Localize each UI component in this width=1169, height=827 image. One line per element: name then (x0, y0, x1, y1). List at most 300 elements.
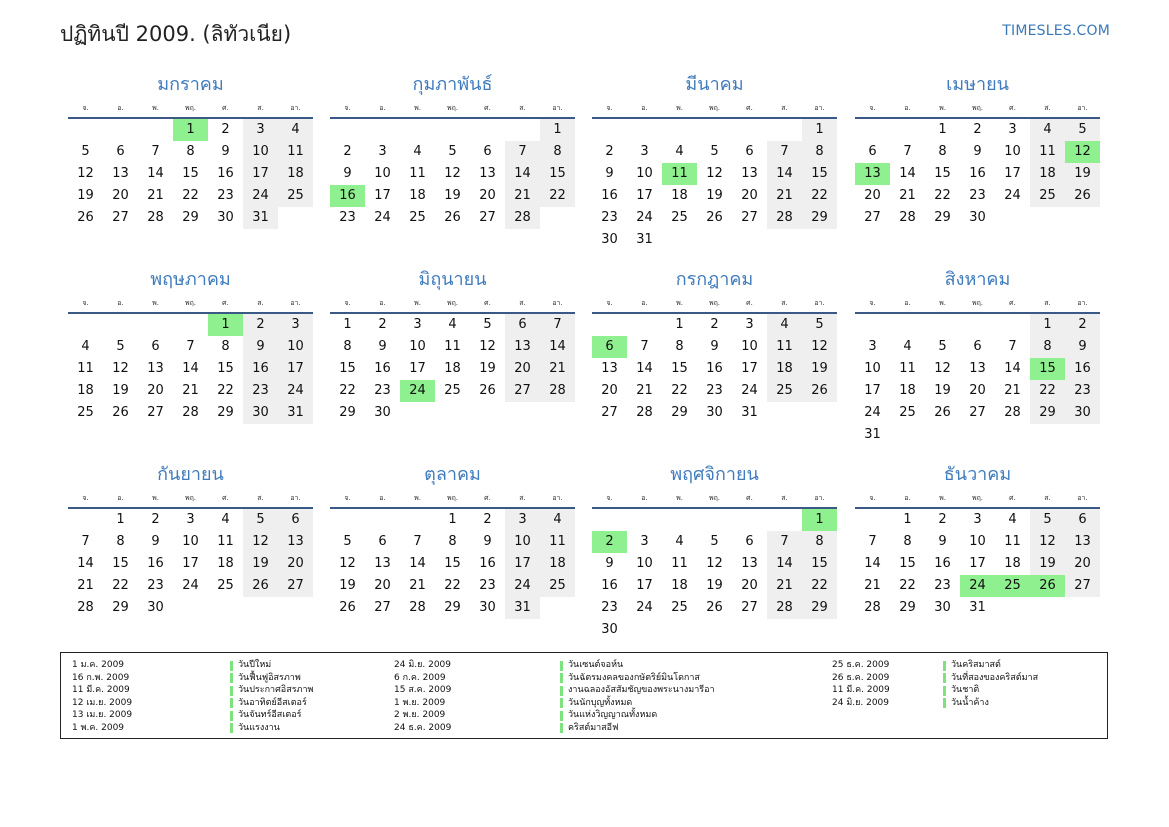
weekend-day-cell[interactable]: 26 (1065, 185, 1100, 207)
weekend-day-cell[interactable]: 2 (1065, 314, 1100, 336)
day-cell[interactable]: 11 (409, 166, 426, 181)
weekend-day-cell[interactable]: 5 (1030, 509, 1065, 531)
day-cell[interactable]: 21 (409, 578, 426, 593)
weekend-day-cell[interactable]: 19 (1030, 553, 1065, 575)
day-cell[interactable]: 19 (479, 361, 496, 376)
day-cell[interactable]: 8 (903, 534, 912, 549)
weekend-day-cell[interactable]: 19 (802, 358, 837, 380)
weekend-day-cell[interactable]: 20 (278, 553, 313, 575)
day-cell[interactable]: 7 (868, 534, 877, 549)
day-cell[interactable]: 2 (483, 512, 492, 527)
weekend-day-cell[interactable]: 12 (1030, 531, 1065, 553)
day-cell[interactable]: 9 (605, 556, 614, 571)
day-cell[interactable]: 14 (182, 361, 199, 376)
holiday-day-cell[interactable]: 11 (662, 163, 697, 185)
day-cell[interactable]: 12 (112, 361, 129, 376)
day-cell[interactable]: 20 (479, 188, 496, 203)
day-cell[interactable]: 10 (182, 534, 199, 549)
day-cell[interactable]: 29 (444, 600, 461, 615)
day-cell[interactable]: 22 (934, 188, 951, 203)
day-cell[interactable]: 29 (899, 600, 916, 615)
day-cell[interactable]: 31 (741, 405, 758, 420)
weekend-day-cell[interactable]: 8 (540, 141, 575, 163)
day-cell[interactable]: 16 (479, 556, 496, 571)
weekend-day-cell[interactable]: 6 (278, 509, 313, 531)
day-cell[interactable]: 25 (671, 210, 688, 225)
day-cell[interactable]: 3 (868, 339, 877, 354)
day-cell[interactable]: 9 (973, 144, 982, 159)
day-cell[interactable]: 10 (969, 534, 986, 549)
day-cell[interactable]: 22 (899, 578, 916, 593)
day-cell[interactable]: 2 (151, 512, 160, 527)
day-cell[interactable]: 23 (706, 383, 723, 398)
weekend-day-cell[interactable]: 24 (243, 185, 278, 207)
day-cell[interactable]: 4 (81, 339, 90, 354)
day-cell[interactable]: 15 (217, 361, 234, 376)
day-cell[interactable]: 29 (934, 210, 951, 225)
day-cell[interactable]: 26 (934, 405, 951, 420)
day-cell[interactable]: 18 (671, 578, 688, 593)
weekend-day-cell[interactable]: 14 (767, 553, 802, 575)
day-cell[interactable]: 24 (636, 600, 653, 615)
day-cell[interactable]: 6 (745, 144, 754, 159)
day-cell[interactable]: 16 (217, 166, 234, 181)
day-cell[interactable]: 13 (741, 166, 758, 181)
weekend-day-cell[interactable]: 22 (802, 575, 837, 597)
day-cell[interactable]: 27 (112, 210, 129, 225)
day-cell[interactable]: 13 (741, 556, 758, 571)
day-cell[interactable]: 27 (601, 405, 618, 420)
day-cell[interactable]: 23 (217, 188, 234, 203)
weekend-day-cell[interactable]: 10 (243, 141, 278, 163)
weekend-day-cell[interactable]: 28 (540, 380, 575, 402)
day-cell[interactable]: 1 (903, 512, 912, 527)
day-cell[interactable]: 26 (706, 210, 723, 225)
day-cell[interactable]: 6 (151, 339, 160, 354)
day-cell[interactable]: 6 (116, 144, 125, 159)
day-cell[interactable]: 8 (221, 339, 230, 354)
weekend-day-cell[interactable]: 4 (540, 509, 575, 531)
weekend-day-cell[interactable]: 8 (1030, 336, 1065, 358)
day-cell[interactable]: 29 (339, 405, 356, 420)
day-cell[interactable]: 15 (339, 361, 356, 376)
day-cell[interactable]: 6 (483, 144, 492, 159)
weekend-day-cell[interactable]: 5 (1065, 119, 1100, 141)
day-cell[interactable]: 6 (868, 144, 877, 159)
day-cell[interactable]: 19 (339, 578, 356, 593)
day-cell[interactable]: 25 (899, 405, 916, 420)
day-cell[interactable]: 3 (745, 317, 754, 332)
day-cell[interactable]: 14 (636, 361, 653, 376)
day-cell[interactable]: 29 (217, 405, 234, 420)
weekend-day-cell[interactable]: 28 (767, 207, 802, 229)
day-cell[interactable]: 4 (675, 144, 684, 159)
weekend-day-cell[interactable]: 7 (505, 141, 540, 163)
weekend-day-cell[interactable]: 11 (540, 531, 575, 553)
day-cell[interactable]: 13 (969, 361, 986, 376)
day-cell[interactable]: 18 (899, 383, 916, 398)
day-cell[interactable]: 22 (444, 578, 461, 593)
weekend-day-cell[interactable]: 29 (1030, 402, 1065, 424)
day-cell[interactable]: 11 (671, 556, 688, 571)
day-cell[interactable]: 20 (601, 383, 618, 398)
day-cell[interactable]: 17 (409, 361, 426, 376)
day-cell[interactable]: 21 (636, 383, 653, 398)
weekend-day-cell[interactable]: 30 (1065, 402, 1100, 424)
weekend-day-cell[interactable]: 18 (767, 358, 802, 380)
day-cell[interactable]: 19 (706, 578, 723, 593)
weekend-day-cell[interactable]: 7 (767, 141, 802, 163)
weekend-day-cell[interactable]: 16 (1065, 358, 1100, 380)
day-cell[interactable]: 3 (186, 512, 195, 527)
day-cell[interactable]: 12 (77, 166, 94, 181)
day-cell[interactable]: 21 (899, 188, 916, 203)
day-cell[interactable]: 19 (444, 188, 461, 203)
day-cell[interactable]: 14 (864, 556, 881, 571)
day-cell[interactable]: 30 (147, 600, 164, 615)
day-cell[interactable]: 9 (938, 534, 947, 549)
day-cell[interactable]: 3 (378, 144, 387, 159)
weekend-day-cell[interactable]: 1 (540, 119, 575, 141)
day-cell[interactable]: 10 (409, 339, 426, 354)
day-cell[interactable]: 2 (378, 317, 387, 332)
day-cell[interactable]: 23 (147, 578, 164, 593)
weekend-day-cell[interactable]: 12 (243, 531, 278, 553)
day-cell[interactable]: 2 (938, 512, 947, 527)
weekend-day-cell[interactable]: 3 (505, 509, 540, 531)
holiday-day-cell[interactable]: 1 (208, 314, 243, 336)
day-cell[interactable]: 23 (374, 383, 391, 398)
holiday-day-cell[interactable]: 1 (802, 509, 837, 531)
weekend-day-cell[interactable]: 8 (802, 531, 837, 553)
weekend-day-cell[interactable]: 18 (540, 553, 575, 575)
day-cell[interactable]: 12 (934, 361, 951, 376)
day-cell[interactable]: 13 (147, 361, 164, 376)
weekend-day-cell[interactable]: 23 (243, 380, 278, 402)
weekend-day-cell[interactable]: 17 (278, 358, 313, 380)
day-cell[interactable]: 2 (710, 317, 719, 332)
weekend-day-cell[interactable]: 4 (278, 119, 313, 141)
day-cell[interactable]: 11 (217, 534, 234, 549)
day-cell[interactable]: 15 (444, 556, 461, 571)
weekend-day-cell[interactable]: 27 (1065, 575, 1100, 597)
weekend-day-cell[interactable]: 23 (1065, 380, 1100, 402)
weekend-day-cell[interactable]: 13 (505, 336, 540, 358)
holiday-day-cell[interactable]: 26 (1030, 575, 1065, 597)
weekend-day-cell[interactable]: 26 (802, 380, 837, 402)
day-cell[interactable]: 10 (864, 361, 881, 376)
day-cell[interactable]: 5 (81, 144, 90, 159)
day-cell[interactable]: 2 (973, 122, 982, 137)
day-cell[interactable]: 26 (479, 383, 496, 398)
day-cell[interactable]: 17 (636, 188, 653, 203)
day-cell[interactable]: 8 (675, 339, 684, 354)
day-cell[interactable]: 13 (601, 361, 618, 376)
day-cell[interactable]: 13 (374, 556, 391, 571)
weekend-day-cell[interactable]: 21 (505, 185, 540, 207)
day-cell[interactable]: 23 (601, 210, 618, 225)
weekend-day-cell[interactable]: 28 (767, 597, 802, 619)
day-cell[interactable]: 10 (374, 166, 391, 181)
day-cell[interactable]: 12 (479, 339, 496, 354)
weekend-day-cell[interactable]: 31 (505, 597, 540, 619)
weekend-day-cell[interactable]: 6 (505, 314, 540, 336)
weekend-day-cell[interactable]: 25 (540, 575, 575, 597)
day-cell[interactable]: 9 (710, 339, 719, 354)
day-cell[interactable]: 7 (81, 534, 90, 549)
day-cell[interactable]: 14 (409, 556, 426, 571)
day-cell[interactable]: 21 (182, 383, 199, 398)
weekend-day-cell[interactable]: 18 (278, 163, 313, 185)
day-cell[interactable]: 11 (1004, 534, 1021, 549)
holiday-day-cell[interactable]: 24 (960, 575, 995, 597)
holiday-day-cell[interactable]: 13 (855, 163, 890, 185)
weekend-day-cell[interactable]: 24 (505, 575, 540, 597)
day-cell[interactable]: 16 (706, 361, 723, 376)
day-cell[interactable]: 23 (479, 578, 496, 593)
weekend-day-cell[interactable]: 6 (1065, 509, 1100, 531)
day-cell[interactable]: 6 (378, 534, 387, 549)
day-cell[interactable]: 28 (636, 405, 653, 420)
day-cell[interactable]: 18 (444, 361, 461, 376)
day-cell[interactable]: 7 (151, 144, 160, 159)
day-cell[interactable]: 25 (217, 578, 234, 593)
weekend-day-cell[interactable]: 29 (802, 207, 837, 229)
day-cell[interactable]: 3 (640, 534, 649, 549)
weekend-day-cell[interactable]: 28 (505, 207, 540, 229)
weekend-day-cell[interactable]: 14 (505, 163, 540, 185)
day-cell[interactable]: 4 (221, 512, 230, 527)
day-cell[interactable]: 6 (973, 339, 982, 354)
day-cell[interactable]: 13 (479, 166, 496, 181)
weekend-day-cell[interactable]: 10 (505, 531, 540, 553)
day-cell[interactable]: 11 (77, 361, 94, 376)
day-cell[interactable]: 3 (973, 512, 982, 527)
day-cell[interactable]: 28 (899, 210, 916, 225)
weekend-day-cell[interactable]: 3 (243, 119, 278, 141)
day-cell[interactable]: 1 (448, 512, 457, 527)
weekend-day-cell[interactable]: 21 (767, 575, 802, 597)
day-cell[interactable]: 2 (605, 144, 614, 159)
day-cell[interactable]: 7 (903, 144, 912, 159)
day-cell[interactable]: 26 (77, 210, 94, 225)
day-cell[interactable]: 28 (864, 600, 881, 615)
day-cell[interactable]: 21 (1004, 383, 1021, 398)
weekend-day-cell[interactable]: 17 (243, 163, 278, 185)
day-cell[interactable]: 1 (343, 317, 352, 332)
day-cell[interactable]: 7 (640, 339, 649, 354)
day-cell[interactable]: 9 (378, 339, 387, 354)
day-cell[interactable]: 25 (671, 600, 688, 615)
day-cell[interactable]: 15 (934, 166, 951, 181)
day-cell[interactable]: 15 (671, 361, 688, 376)
day-cell[interactable]: 8 (938, 144, 947, 159)
day-cell[interactable]: 3 (1008, 122, 1017, 137)
day-cell[interactable]: 19 (112, 383, 129, 398)
day-cell[interactable]: 18 (409, 188, 426, 203)
day-cell[interactable]: 22 (339, 383, 356, 398)
day-cell[interactable]: 21 (77, 578, 94, 593)
day-cell[interactable]: 24 (182, 578, 199, 593)
day-cell[interactable]: 20 (112, 188, 129, 203)
weekend-day-cell[interactable]: 29 (802, 597, 837, 619)
holiday-day-cell[interactable]: 25 (995, 575, 1030, 597)
day-cell[interactable]: 4 (1008, 512, 1017, 527)
day-cell[interactable]: 24 (864, 405, 881, 420)
day-cell[interactable]: 7 (1008, 339, 1017, 354)
day-cell[interactable]: 2 (221, 122, 230, 137)
day-cell[interactable]: 25 (77, 405, 94, 420)
weekend-day-cell[interactable]: 9 (243, 336, 278, 358)
day-cell[interactable]: 19 (934, 383, 951, 398)
day-cell[interactable]: 16 (147, 556, 164, 571)
weekend-day-cell[interactable]: 31 (278, 402, 313, 424)
day-cell[interactable]: 15 (182, 166, 199, 181)
holiday-day-cell[interactable]: 24 (400, 380, 435, 402)
day-cell[interactable]: 8 (186, 144, 195, 159)
day-cell[interactable]: 25 (409, 210, 426, 225)
day-cell[interactable]: 24 (1004, 188, 1021, 203)
weekend-day-cell[interactable]: 18 (1030, 163, 1065, 185)
weekend-day-cell[interactable]: 8 (802, 141, 837, 163)
holiday-day-cell[interactable]: 12 (1065, 141, 1100, 163)
day-cell[interactable]: 23 (601, 600, 618, 615)
day-cell[interactable]: 11 (444, 339, 461, 354)
weekend-day-cell[interactable]: 22 (540, 185, 575, 207)
weekend-day-cell[interactable]: 4 (767, 314, 802, 336)
day-cell[interactable]: 29 (182, 210, 199, 225)
day-cell[interactable]: 26 (706, 600, 723, 615)
day-cell[interactable]: 9 (605, 166, 614, 181)
weekend-day-cell[interactable]: 1 (802, 119, 837, 141)
weekend-day-cell[interactable]: 4 (1030, 119, 1065, 141)
day-cell[interactable]: 24 (374, 210, 391, 225)
day-cell[interactable]: 13 (112, 166, 129, 181)
day-cell[interactable]: 1 (116, 512, 125, 527)
day-cell[interactable]: 6 (745, 534, 754, 549)
day-cell[interactable]: 5 (710, 144, 719, 159)
day-cell[interactable]: 22 (112, 578, 129, 593)
day-cell[interactable]: 2 (343, 144, 352, 159)
day-cell[interactable]: 18 (77, 383, 94, 398)
day-cell[interactable]: 30 (706, 405, 723, 420)
day-cell[interactable]: 12 (706, 166, 723, 181)
weekend-day-cell[interactable]: 21 (540, 358, 575, 380)
day-cell[interactable]: 8 (343, 339, 352, 354)
day-cell[interactable]: 17 (374, 188, 391, 203)
day-cell[interactable]: 15 (112, 556, 129, 571)
day-cell[interactable]: 9 (343, 166, 352, 181)
day-cell[interactable]: 16 (601, 188, 618, 203)
day-cell[interactable]: 17 (182, 556, 199, 571)
weekend-day-cell[interactable]: 11 (278, 141, 313, 163)
day-cell[interactable]: 23 (969, 188, 986, 203)
weekend-day-cell[interactable]: 7 (767, 531, 802, 553)
day-cell[interactable]: 8 (448, 534, 457, 549)
day-cell[interactable]: 30 (601, 232, 618, 247)
weekend-day-cell[interactable]: 5 (243, 509, 278, 531)
weekend-day-cell[interactable]: 19 (1065, 163, 1100, 185)
weekend-day-cell[interactable]: 3 (278, 314, 313, 336)
day-cell[interactable]: 3 (640, 144, 649, 159)
weekend-day-cell[interactable]: 19 (243, 553, 278, 575)
day-cell[interactable]: 4 (903, 339, 912, 354)
day-cell[interactable]: 30 (601, 622, 618, 637)
day-cell[interactable]: 22 (182, 188, 199, 203)
day-cell[interactable]: 5 (938, 339, 947, 354)
day-cell[interactable]: 30 (934, 600, 951, 615)
weekend-day-cell[interactable]: 15 (802, 553, 837, 575)
holiday-day-cell[interactable]: 6 (592, 336, 627, 358)
day-cell[interactable]: 3 (413, 317, 422, 332)
weekend-day-cell[interactable]: 12 (802, 336, 837, 358)
day-cell[interactable]: 12 (444, 166, 461, 181)
weekend-day-cell[interactable]: 7 (540, 314, 575, 336)
day-cell[interactable]: 27 (969, 405, 986, 420)
weekend-day-cell[interactable]: 25 (1030, 185, 1065, 207)
day-cell[interactable]: 26 (444, 210, 461, 225)
day-cell[interactable]: 9 (221, 144, 230, 159)
day-cell[interactable]: 4 (675, 534, 684, 549)
weekend-day-cell[interactable]: 14 (767, 163, 802, 185)
day-cell[interactable]: 20 (374, 578, 391, 593)
day-cell[interactable]: 26 (112, 405, 129, 420)
day-cell[interactable]: 14 (147, 166, 164, 181)
day-cell[interactable]: 17 (1004, 166, 1021, 181)
weekend-day-cell[interactable]: 14 (540, 336, 575, 358)
day-cell[interactable]: 31 (864, 427, 881, 442)
day-cell[interactable]: 28 (409, 600, 426, 615)
day-cell[interactable]: 16 (969, 166, 986, 181)
day-cell[interactable]: 10 (741, 339, 758, 354)
day-cell[interactable]: 30 (479, 600, 496, 615)
day-cell[interactable]: 12 (339, 556, 356, 571)
weekend-day-cell[interactable]: 27 (278, 575, 313, 597)
day-cell[interactable]: 18 (217, 556, 234, 571)
day-cell[interactable]: 20 (864, 188, 881, 203)
day-cell[interactable]: 5 (710, 534, 719, 549)
day-cell[interactable]: 25 (444, 383, 461, 398)
day-cell[interactable]: 27 (864, 210, 881, 225)
day-cell[interactable]: 27 (741, 210, 758, 225)
day-cell[interactable]: 31 (969, 600, 986, 615)
weekend-day-cell[interactable]: 22 (1030, 380, 1065, 402)
day-cell[interactable]: 20 (741, 578, 758, 593)
weekend-day-cell[interactable]: 10 (278, 336, 313, 358)
day-cell[interactable]: 16 (934, 556, 951, 571)
day-cell[interactable]: 7 (413, 534, 422, 549)
day-cell[interactable]: 24 (636, 210, 653, 225)
day-cell[interactable]: 17 (636, 578, 653, 593)
day-cell[interactable]: 28 (182, 405, 199, 420)
weekend-day-cell[interactable]: 13 (278, 531, 313, 553)
day-cell[interactable]: 7 (186, 339, 195, 354)
weekend-day-cell[interactable]: 25 (278, 185, 313, 207)
day-cell[interactable]: 1 (675, 317, 684, 332)
day-cell[interactable]: 31 (636, 232, 653, 247)
day-cell[interactable]: 5 (483, 317, 492, 332)
day-cell[interactable]: 16 (601, 578, 618, 593)
day-cell[interactable]: 9 (151, 534, 160, 549)
day-cell[interactable]: 21 (864, 578, 881, 593)
day-cell[interactable]: 14 (899, 166, 916, 181)
weekend-day-cell[interactable]: 27 (505, 380, 540, 402)
weekend-day-cell[interactable]: 30 (243, 402, 278, 424)
day-cell[interactable]: 27 (741, 600, 758, 615)
holiday-day-cell[interactable]: 2 (592, 531, 627, 553)
day-cell[interactable]: 29 (671, 405, 688, 420)
day-cell[interactable]: 17 (741, 361, 758, 376)
